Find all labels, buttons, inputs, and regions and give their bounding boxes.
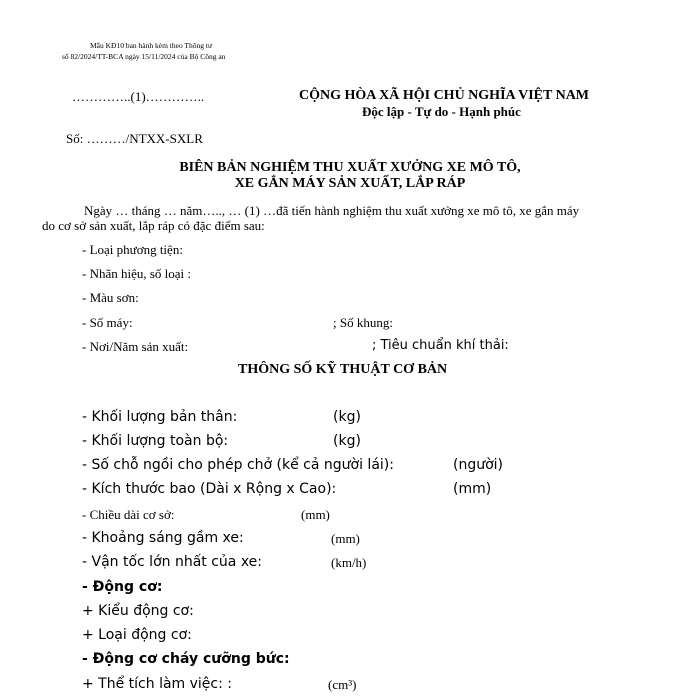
national-motto: Độc lập - Tự do - Hạnh phúc: [362, 104, 521, 119]
si-engine-heading: - Động cơ cháy cưỡng bức:: [82, 651, 290, 667]
country-name: CỘNG HÒA XÃ HỘI CHỦ NGHĨA VIỆT NAM: [299, 88, 590, 103]
form-reference-line2: số 82/2024/TT-BCA ngày 15/11/2024 của Bộ Công an: [62, 52, 226, 61]
intro-line1: Ngày … tháng … năm….., … (1) …đã tiến hành nghiệm thu xuất xưởng xe mô tô, xe gắn máy: [84, 203, 580, 218]
engine-number-field: - Số máy:: [82, 315, 133, 330]
emission-standard-field: ; Tiêu chuẩn khí thải:: [372, 338, 509, 353]
engine-type-label: + Loại động cơ:: [82, 627, 192, 643]
document-title-line1: BIÊN BẢN NGHIỆM THU XUẤT XƯỞNG XE MÔ TÔ,: [179, 160, 521, 175]
brand-model-field: - Nhãn hiệu, số loại :: [82, 266, 192, 281]
intro-line2: do cơ sở sản xuất, lắp ráp có đặc điểm sau:: [42, 218, 265, 233]
form-reference-line1: Mẫu KĐ10 ban hành kèm theo Thông tư: [90, 41, 213, 50]
gross-weight-label: - Khối lượng toàn bộ:: [82, 433, 229, 449]
dimensions-unit: (mm): [453, 481, 492, 497]
dimensions-label: - Kích thước bao (Dài x Rộng x Cao):: [82, 481, 337, 497]
displacement-label: + Thể tích làm việc: :: [82, 676, 232, 692]
document-number: Số: ………/NTXX-SXLR: [66, 131, 203, 146]
wheelbase-unit: (mm): [301, 507, 330, 522]
gross-weight-unit: (kg): [333, 433, 361, 449]
max-speed-label: - Vận tốc lớn nhất của xe:: [82, 554, 263, 570]
ground-clearance-label: - Khoảng sáng gầm xe:: [82, 530, 244, 546]
engine-model-label: + Kiểu động cơ:: [82, 603, 194, 619]
engine-heading: - Động cơ:: [82, 579, 163, 595]
kerb-weight-unit: (kg): [333, 409, 361, 425]
document-title-line2: XE GẮN MÁY SẢN XUẤT, LẮP RÁP: [234, 176, 466, 191]
frame-number-field: ; Số khung:: [333, 315, 393, 330]
seats-label: - Số chỗ ngồi cho phép chở (kể cả người lái):: [82, 457, 394, 473]
seats-unit: (người): [453, 457, 504, 473]
paint-color-field: - Màu sơn:: [82, 290, 139, 305]
technical-specs-heading: THÔNG SỐ KỸ THUẬT CƠ BẢN: [238, 362, 448, 377]
displacement-unit: (cm³): [328, 677, 357, 692]
origin-year-field: - Nơi/Năm sản xuất:: [82, 339, 189, 354]
vehicle-type-field: - Loại phương tiện:: [82, 242, 183, 257]
max-speed-unit: (km/h): [331, 555, 367, 570]
ground-clearance-unit: (mm): [331, 531, 360, 546]
organization-placeholder: …………..(1)…………..: [72, 89, 205, 104]
kerb-weight-label: - Khối lượng bản thân:: [82, 409, 238, 425]
wheelbase-label: - Chiều dài cơ sở:: [82, 507, 175, 522]
